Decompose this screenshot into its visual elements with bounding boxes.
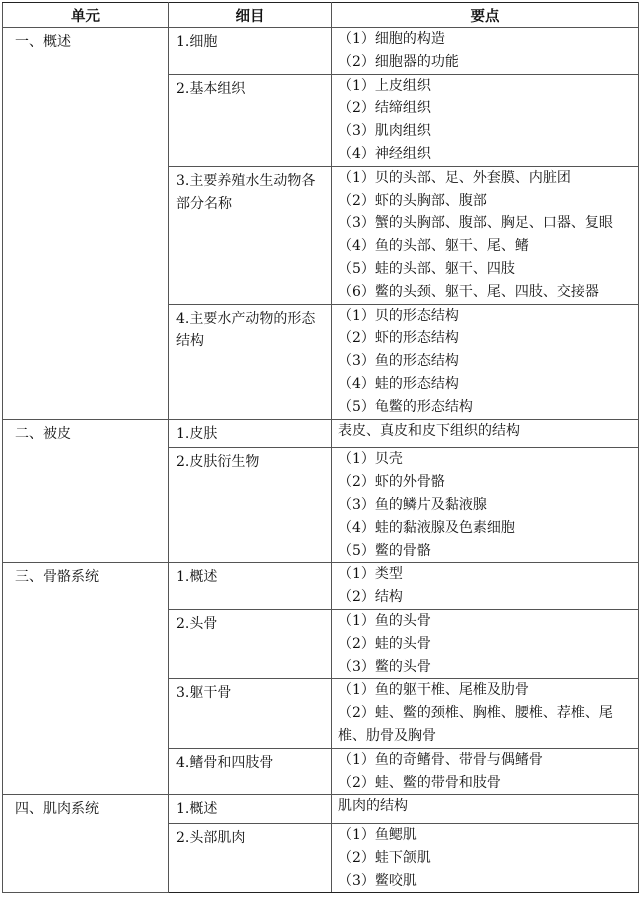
table-row <box>3 795 639 824</box>
points-cell <box>332 609 639 678</box>
point-text: （6）鳖的头颈、躯干、尾、四肢、交接器 <box>338 283 599 300</box>
point-text: （2）蛙、鳖的颈椎、胸椎、腰椎、荐椎、尾椎、肋骨及胸骨 <box>338 705 613 744</box>
item-cell: 3.主要养殖水生动物各部分名称 <box>169 166 332 304</box>
point-text: （3）鳖的头骨 <box>338 658 431 675</box>
points-cell <box>332 166 639 304</box>
point-text: （2）虾的头胸部、腹部 <box>338 192 487 209</box>
point-text: （2）结构 <box>338 589 403 606</box>
point-text: （4）蛙的形态结构 <box>338 375 459 392</box>
point-text: （1）鱼鳃肌 <box>338 827 417 844</box>
points-cell <box>332 679 639 748</box>
point-text: （4）鱼的头部、躯干、尾、鳍 <box>338 238 529 255</box>
points-cell <box>332 748 639 795</box>
point-text: （5）蛙的头部、躯干、四肢 <box>338 260 515 277</box>
unit-cell: 一、概述 <box>3 28 169 420</box>
points-cell <box>332 304 639 419</box>
unit-cell: 三、骨骼系统 <box>3 563 169 795</box>
item-cell: 2.基本组织 <box>169 74 332 166</box>
item-cell: 2.头骨 <box>169 609 332 678</box>
point-text: （3）鱼的形态结构 <box>338 353 459 370</box>
points-cell <box>332 795 639 824</box>
table-row <box>3 563 639 610</box>
item-cell: 4.鳍骨和四肢骨 <box>169 748 332 795</box>
points-cell <box>332 563 639 610</box>
header-points: 要点 <box>332 3 639 28</box>
point-text: （1）细胞的构造 <box>338 31 445 47</box>
point-text: 肌肉的结构 <box>338 798 408 815</box>
point-text: （1）贝的形态结构 <box>338 307 459 324</box>
table-header-row <box>3 3 639 28</box>
point-text: （1）类型 <box>338 566 403 583</box>
point-text: （5）鳖的骨骼 <box>338 542 431 559</box>
point-text: （3）蟹的头胸部、腹部、胸足、口器、复眼 <box>338 215 613 232</box>
item-cell: 2.头部肌肉 <box>169 824 332 893</box>
points-cell <box>332 824 639 893</box>
point-text: （2）结缔组织 <box>338 100 431 117</box>
item-cell: 4.主要水产动物的形态结构 <box>169 304 332 419</box>
point-text: （4）神经组织 <box>338 145 431 162</box>
points-cell <box>332 448 639 563</box>
point-text: （2）细胞器的功能 <box>338 53 459 70</box>
points-cell <box>332 28 639 75</box>
point-text: （3）鱼的鳞片及黏液腺 <box>338 496 487 513</box>
point-text: （2）蛙下颌肌 <box>338 849 431 866</box>
point-text: （3）鳖咬肌 <box>338 872 417 889</box>
header-item: 细目 <box>169 3 332 28</box>
item-cell: 1.细胞 <box>169 28 332 75</box>
point-text: （1）贝壳 <box>338 451 403 468</box>
point-text: （3）肌肉组织 <box>338 123 431 140</box>
points-cell <box>332 74 639 166</box>
point-text: 表皮、真皮和皮下组织的结构 <box>338 422 520 439</box>
point-text: （1）贝的头部、足、外套膜、内脏团 <box>338 169 571 186</box>
point-text: （2）蛙、鳖的带骨和肢骨 <box>338 774 501 791</box>
item-cell: 1.概述 <box>169 795 332 824</box>
point-text: （2）蛙的头骨 <box>338 635 431 652</box>
item-cell: 3.躯干骨 <box>169 679 332 748</box>
item-cell: 1.皮肤 <box>169 419 332 448</box>
points-cell <box>332 419 639 448</box>
unit-cell: 四、肌肉系统 <box>3 795 169 893</box>
point-text: （2）虾的形态结构 <box>338 330 459 347</box>
point-text: （1）鱼的躯干椎、尾椎及肋骨 <box>338 682 529 699</box>
point-text: （4）蛙的黏液腺及色素细胞 <box>338 519 515 536</box>
point-text: （1）鱼的奇鳍骨、带骨与偶鳍骨 <box>338 751 543 768</box>
item-cell: 1.概述 <box>169 563 332 610</box>
header-unit: 单元 <box>3 3 169 28</box>
unit-cell: 二、被皮 <box>3 419 169 563</box>
point-text: （1）鱼的头骨 <box>338 612 431 629</box>
point-text: （5）龟鳖的形态结构 <box>338 398 473 415</box>
item-cell: 2.皮肤衍生物 <box>169 448 332 563</box>
syllabus-table <box>2 2 639 893</box>
point-text: （2）虾的外骨骼 <box>338 474 445 491</box>
table-row <box>3 419 639 448</box>
point-text: （1）上皮组织 <box>338 77 431 94</box>
table-row <box>3 28 639 75</box>
